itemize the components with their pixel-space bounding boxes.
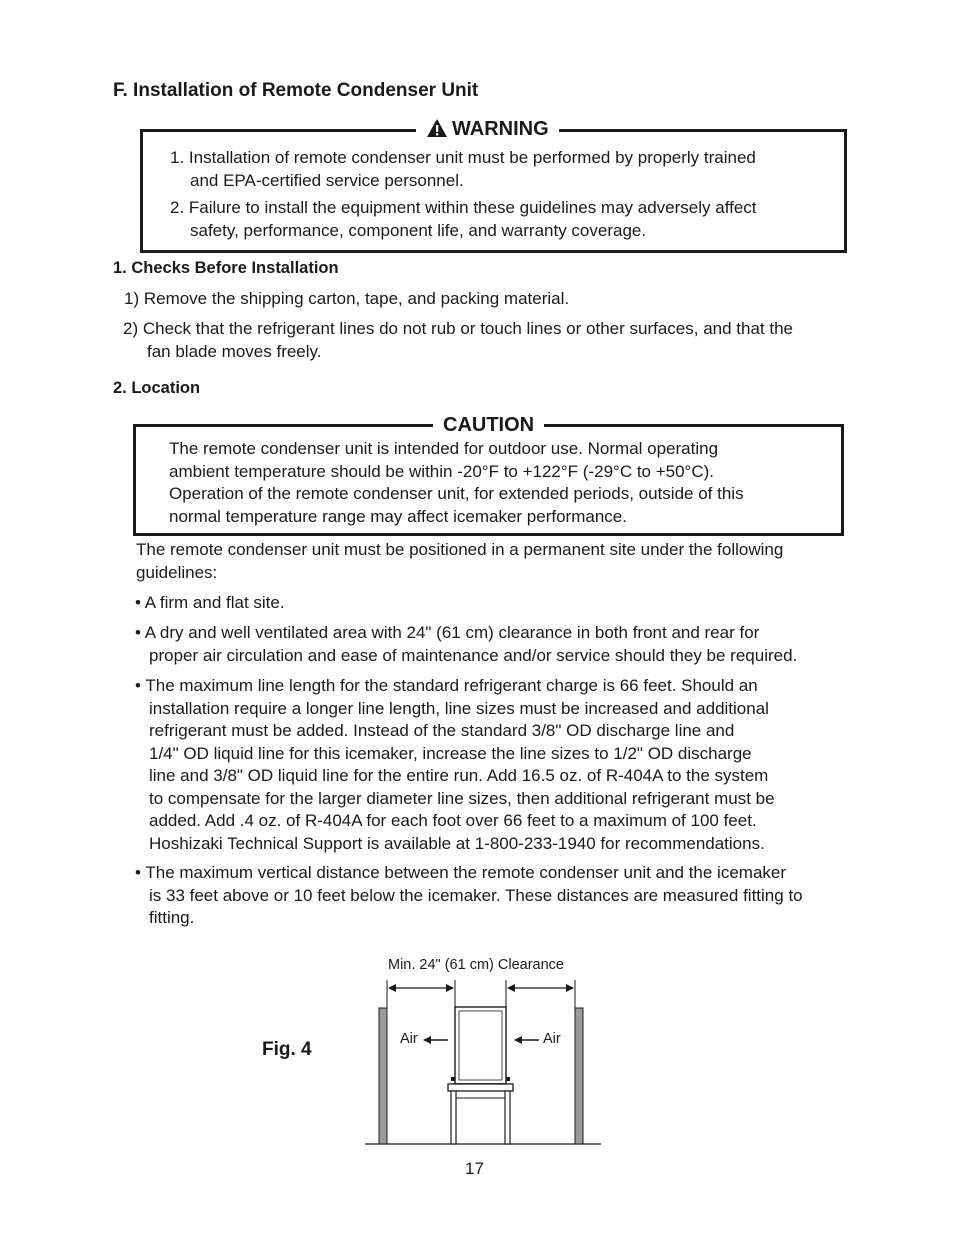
bullet-line: to compensate for the larger diameter line sizes, then additional refrigerant must be (149, 788, 775, 808)
caution-line: The remote condenser unit is intended for outdoor use. Normal operating (169, 439, 719, 458)
bullet-line: • The maximum line length for the standard refrigerant charge is 66 feet. Should an (135, 676, 758, 695)
intro-line: guidelines: (136, 562, 218, 582)
warning-title-wrap (416, 117, 559, 141)
section-title: F. Installation of Remote Condenser Unit (113, 80, 479, 101)
condenser-bolt (451, 1077, 455, 1081)
condenser-unit (455, 1007, 506, 1084)
stand-leg (451, 1091, 456, 1144)
clearance-label: Min. 24" (61 cm) Clearance (388, 957, 564, 973)
bullet-item (135, 592, 285, 615)
location-heading: 2. Location (113, 379, 201, 397)
warning-item-line: and EPA-certified service personnel. (190, 170, 464, 190)
warning-title: WARNING (452, 118, 549, 140)
bullet-line: proper air circulation and ease of maintenance and/or service should they be required. (149, 645, 798, 665)
intro-line: The remote condenser unit must be positioned in a permanent site under the following (136, 540, 784, 559)
bullet-line: 1/4" OD liquid line for this icemaker, increase the line sizes to 1/2" OD discharge (149, 743, 752, 763)
bullet-line: line and 3/8" OD liquid line for the entire run. Add 16.5 oz. of R-404A to the system (149, 766, 769, 785)
figure-label: Fig. 4 (262, 1039, 312, 1060)
right-wall (575, 1008, 583, 1144)
bullet-line: installation require a longer line length, line sizes must be increased and additional (149, 698, 769, 718)
bullet-line: fitting. (149, 908, 195, 927)
caution-text (169, 438, 744, 528)
bullet-line: refrigerant must be added. Instead of the standard 3/8" OD discharge line and (149, 721, 735, 740)
warning-item-line: 2. Failure to install the equipment within these guidelines may adversely affect (170, 198, 757, 217)
bullet-line: • The maximum vertical distance between the remote condenser unit and the icemaker (135, 863, 787, 882)
caution-line: Operation of the remote condenser unit, for extended periods, outside of this (169, 484, 744, 503)
caution-line: ambient temperature should be within -20°F to +122°F (-29°C to +50°C). (169, 461, 715, 481)
checks-item-line: 1) Remove the shipping carton, tape, and packing material. (124, 289, 570, 308)
bullet-line: is 33 feet above or 10 feet below the icemaker. These distances are measured fitting to (149, 885, 803, 905)
caution-line: normal temperature range may affect icemaker performance. (169, 506, 627, 526)
stand-top (448, 1084, 513, 1091)
warning-item-line: 1. Installation of remote condenser unit must be performed by properly trained (170, 148, 756, 167)
left-wall (379, 1008, 387, 1144)
warning-triangle-icon (426, 118, 448, 138)
checks-item (124, 288, 569, 311)
checks-item (123, 318, 793, 363)
caution-title: CAUTION (433, 413, 544, 437)
checks-item-line: fan blade moves freely. (147, 341, 322, 361)
bullet-line: • A firm and flat site. (135, 593, 285, 612)
condenser-clearance-diagram (360, 975, 610, 1150)
location-intro (136, 539, 783, 584)
condenser-bolt (506, 1077, 510, 1081)
bullet-line: Hoshizaki Technical Support is available at 1-800-233-1940 for recommendations. (149, 833, 765, 853)
warning-item (170, 147, 756, 192)
bullet-item (135, 675, 775, 855)
air-right-label: Air (543, 1031, 561, 1047)
stand-leg (505, 1091, 510, 1144)
page-number: 17 (465, 1159, 484, 1178)
bullet-line: added. Add .4 oz. of R-404A for each foot over 66 feet to a maximum of 100 feet. (149, 811, 757, 830)
checks-heading: 1. Checks Before Installation (113, 259, 339, 277)
bullet-item (135, 862, 803, 930)
air-left-label: Air (400, 1031, 418, 1047)
warning-item (170, 197, 757, 242)
warning-item-line: safety, performance, component life, and warranty coverage. (190, 220, 647, 240)
checks-item-line: 2) Check that the refrigerant lines do not rub or touch lines or other surfaces, and that the (123, 319, 793, 338)
bullet-item (135, 622, 797, 667)
bullet-line: • A dry and well ventilated area with 24" (61 cm) clearance in both front and rear for (135, 623, 760, 642)
